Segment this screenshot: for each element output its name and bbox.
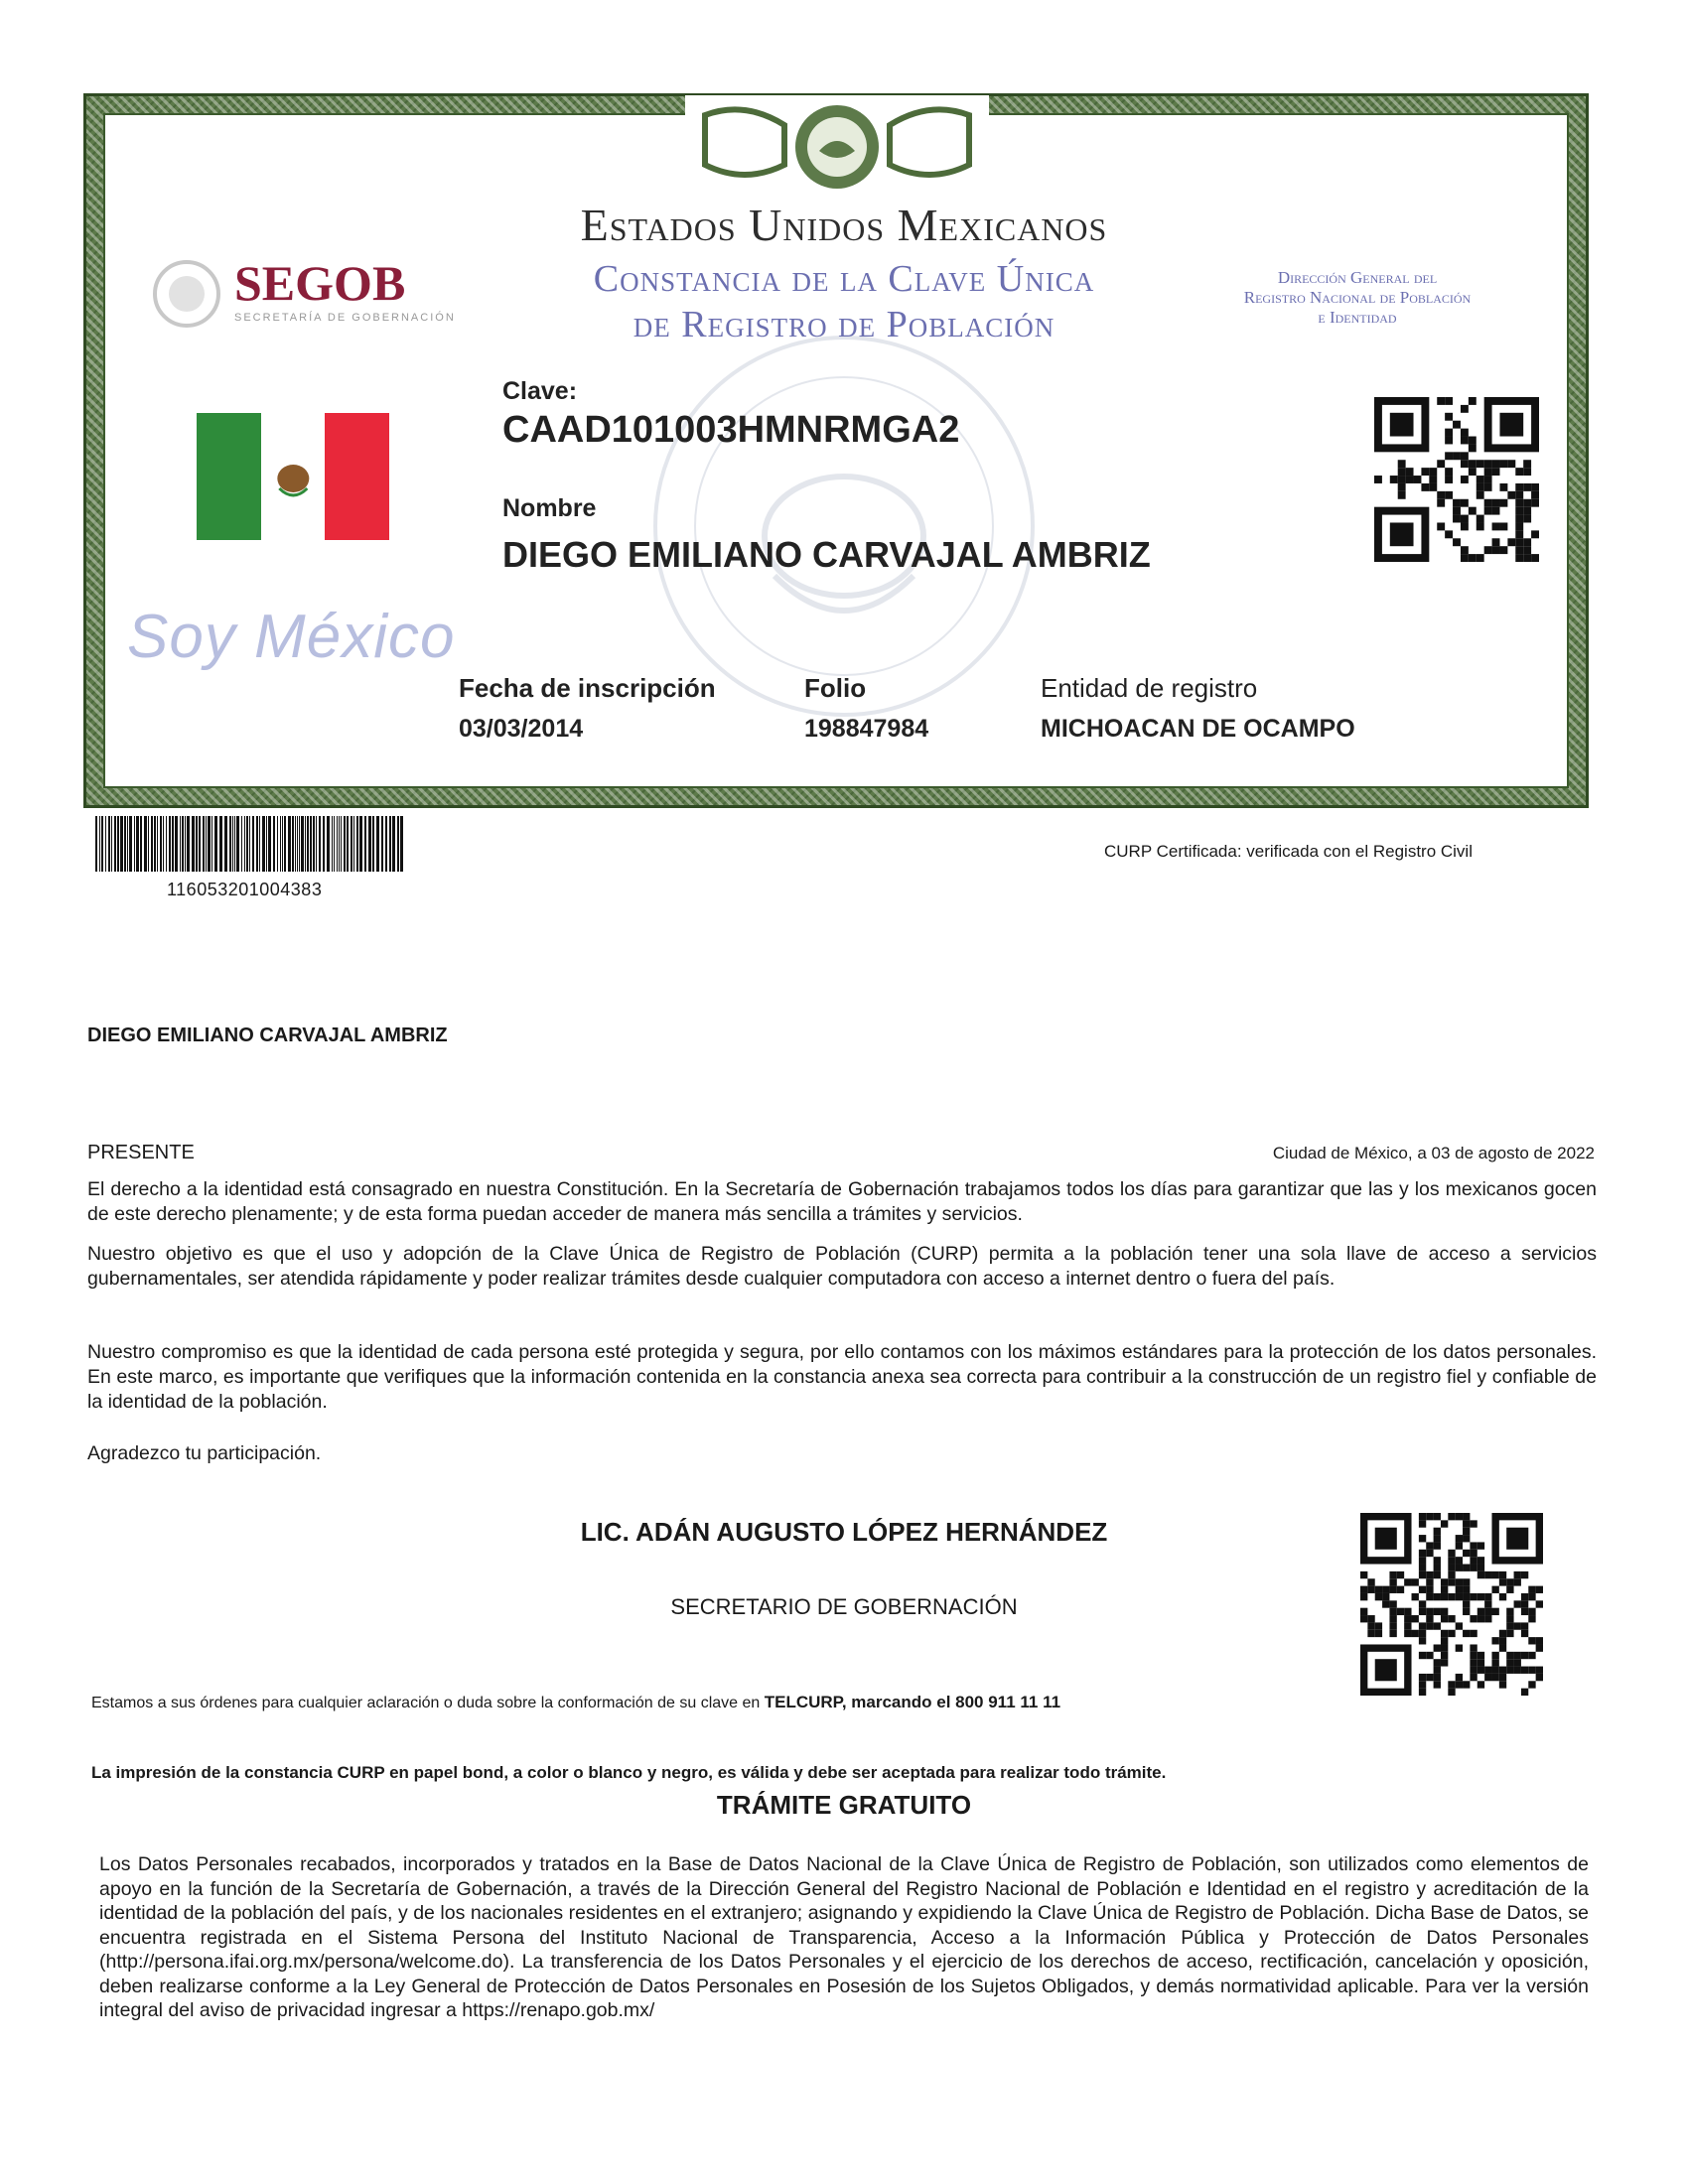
- agency-line: Dirección General del: [1277, 268, 1438, 287]
- document-title-line1: Constancia de la Clave Única: [593, 258, 1095, 300]
- validity-notice: La impresión de la constancia CURP en papel bond, a color o blanco y negro, es válida y debe ser aceptada para realizar todo trámite.: [91, 1763, 1167, 1782]
- clave-label: Clave:: [502, 377, 578, 405]
- tramite-gratuito: TRÁMITE GRATUITO: [716, 1790, 972, 1820]
- mexico-flag-icon: [197, 413, 389, 540]
- letter-paragraph: Nuestro compromiso es que la identidad de cada persona esté protegida y segura, por ello contamos con los máximos estándares para la protección de los datos personales. En este marco, es importante que verifiques que la información contenida en la constancia anexa sea correcta para contribuir a la construcción de un registro fiel y confiable de la identidad de la población.: [87, 1341, 1597, 1413]
- document-title-line2: de Registro de Población: [633, 304, 1055, 345]
- place-date: Ciudad de México, a 03 de agosto de 2022: [1272, 1144, 1595, 1162]
- nombre-value: DIEGO EMILIANO CARVAJAL AMBRIZ: [502, 534, 1151, 575]
- agency-name: [1203, 268, 1511, 328]
- segob-logo-text: SEGOB: [234, 255, 406, 311]
- telcurp-number: TELCURP, marcando el 800 911 11 11: [764, 1693, 1061, 1711]
- telcurp-text: Estamos a sus órdenes para cualquier aclaración o duda sobre la conformación de su clave en: [91, 1695, 765, 1711]
- qr-code-icon: [1360, 1513, 1543, 1696]
- country-title: Estados Unidos Mexicanos: [580, 200, 1108, 250]
- agency-line: Registro Nacional de Población: [1243, 288, 1472, 307]
- flag-emblem-icon: [261, 413, 326, 540]
- fecha-label: Fecha de inscripción: [459, 673, 716, 703]
- clave-value: CAAD101003HMNRMGA2: [502, 409, 960, 451]
- coat-of-arms-watermark-icon: [606, 328, 1082, 725]
- signer-title: SECRETARIO DE GOBERNACIÓN: [670, 1594, 1018, 1619]
- letter-paragraph: Nuestro objetivo es que el uso y adopción de la Clave Única de Registro de Población (CURP) permita a la población tener una sola llave de acceso a servicios gubernamentales, ser atendida rápidamente y poder realizar trámites desde cualquier computadora con acceso a internet dentro o fuera del país.: [87, 1243, 1597, 1290]
- curp-certification-note: CURP Certificada: verificada con el Registro Civil: [1104, 842, 1473, 861]
- barcode-number: 116053201004383: [167, 880, 323, 899]
- document-title: [467, 256, 1221, 347]
- flag-green-stripe: [197, 413, 261, 540]
- slogan: Soy México: [127, 603, 456, 671]
- addressee-name: DIEGO EMILIANO CARVAJAL AMBRIZ: [87, 1024, 448, 1046]
- letter-paragraph: Agradezco tu participación.: [87, 1442, 322, 1464]
- folio-label: Folio: [804, 673, 867, 703]
- signer-name: LIC. ADÁN AUGUSTO LÓPEZ HERNÁNDEZ: [580, 1517, 1108, 1547]
- greeting: PRESENTE: [87, 1142, 195, 1163]
- telcurp-info: [91, 1693, 1060, 1712]
- nombre-label: Nombre: [502, 494, 597, 522]
- entidad-label: Entidad de registro: [1041, 673, 1258, 703]
- fecha-value: 03/03/2014: [459, 715, 584, 743]
- flag-red-stripe: [325, 413, 389, 540]
- agency-line: e Identidad: [1318, 308, 1397, 327]
- folio-value: 198847984: [804, 715, 929, 743]
- entidad-value: MICHOACAN DE OCAMPO: [1041, 715, 1355, 743]
- coat-of-arms-icon: [685, 95, 989, 195]
- segob-logo-subtitle: SECRETARÍA DE GOBERNACIÓN: [234, 312, 456, 324]
- barcode-icon: [95, 816, 405, 872]
- letter-paragraph: El derecho a la identidad está consagrado en nuestra Constitución. En la Secretaría de Gobernación trabajamos todos los días para garantizar que las y los mexicanos gocen de este derecho plenamente; y de esta forma puedan acceder de manera más sencilla a trámites y servicios.: [87, 1178, 1597, 1225]
- qr-code-icon: [1374, 397, 1539, 562]
- privacy-notice: Los Datos Personales recabados, incorporados y tratados en la Base de Datos Nacional de la Clave Única de Registro de Población, son utilizados como elementos de apoyo en la función de la Secretaría de Gobernación, a través de la Dirección General del Registro Nacional de Población e Identidad en el registro y acreditación de la identidad de la población del país, y de los nacionales residentes en el extranjero; asignando y expidiendo la Clave Única de Registro de Población. Dicha Base de Datos, se encuentra registrada en el Sistema Persona del Instituto Nacional de Transparencia, Acceso a la Información Pública y Protección de Datos Personales (http://persona.ifai.org.mx/persona/welcome.do). La transferencia de los Datos Personales y el ejercicio de los derechos de acceso, rectificación, cancelación y oposición, deben realizarse conforme a la Ley General de Protección de Datos Personales en Posesión de los Sujetos Obligados, y demás normatividad aplicable. Para ver la versión integral del aviso de privacidad ingresar a https://renapo.gob.mx/: [99, 1853, 1589, 2021]
- segob-seal-icon: [151, 252, 222, 336]
- flag-white-stripe: [261, 413, 326, 540]
